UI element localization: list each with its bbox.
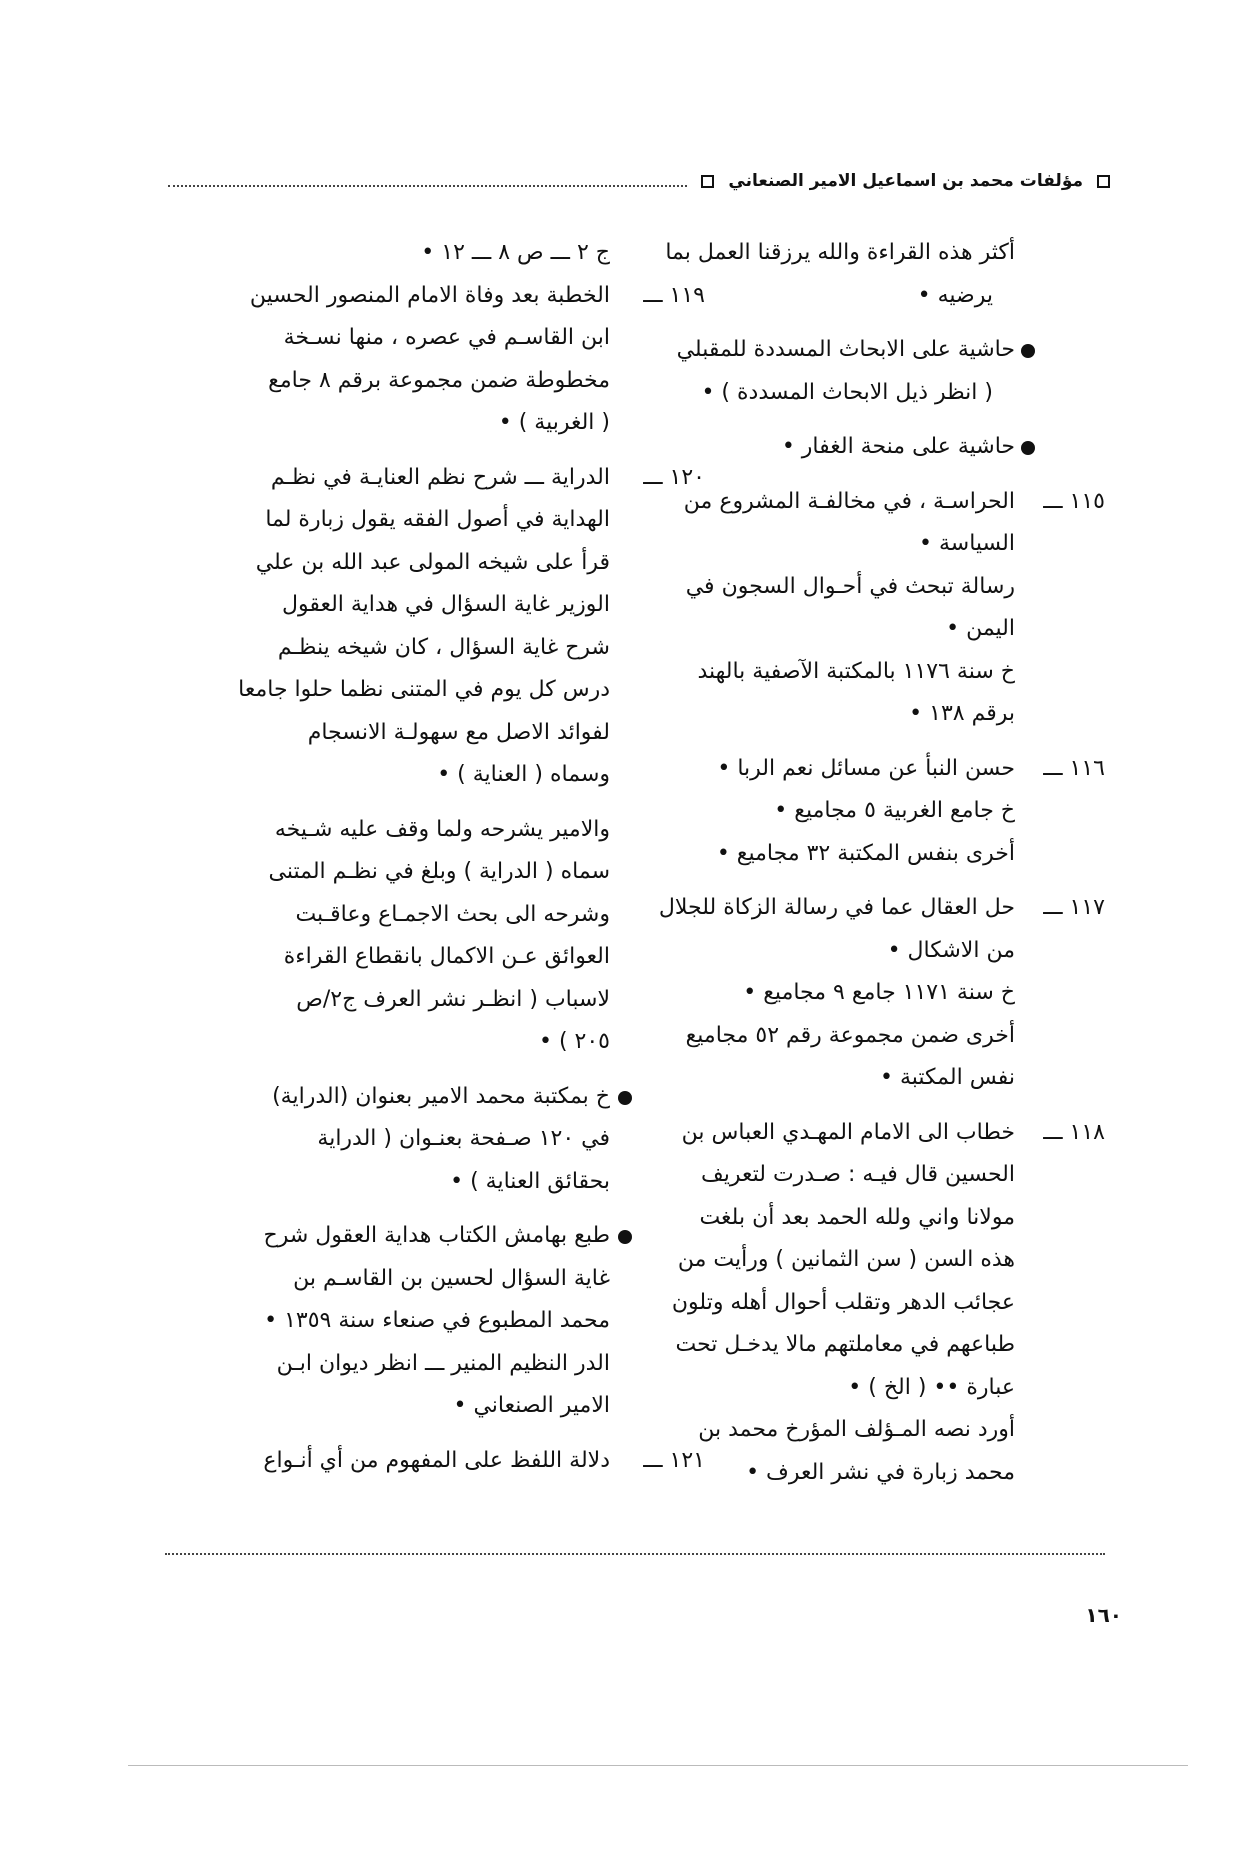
entry-number: ١١٧ ـــ (1043, 895, 1105, 920)
header-title: مؤلفات محمد بن اسماعيل الامير الصنعاني (728, 171, 1083, 191)
right-column (635, 232, 1105, 1506)
bullet-item: حاشية على منحة الغفار • (635, 426, 1105, 469)
continuation-text: ج ٢ ـــ ص ٨ ـــ ١٢ • (421, 240, 610, 265)
entry-number: ١١٦ ـــ (1043, 755, 1105, 781)
entry-121: ١٢١ ـــ دلالة اللفظ على المفهوم من أي أنـواع (125, 1440, 610, 1483)
scan-edge-rule (128, 1765, 1188, 1766)
entry-number: ١١٨ ـــ (1043, 1119, 1105, 1145)
entry-117: ١١٧ ـــ حل العقال عما في رسالة الزكاة للجلال من الاشكال • خ سنة ١١٧١ جامع ٩ مجاميع • أخرى ضمن مجموعة رقم ٥٢ مجاميع نفس المكتبة • (635, 887, 1105, 1100)
square-ornament-icon (1097, 175, 1110, 188)
footer-dotted-rule (165, 1553, 1105, 1555)
entry-119: ١١٩ ـــ الخطبة بعد وفاة الامام المنصور الحسين ابن القاسـم في عصره ، منها نسـخة مخطوطة ضمن مجموعة برقم ٨ جامع ( الغربية ) • (125, 275, 610, 445)
running-header (168, 166, 1110, 196)
bullet-dot-icon (1021, 344, 1035, 358)
entry-115: ١١٥ ـــ الحراسـة ، في مخالفـة المشروع من السياسة • رسالة تبحث في أحـوال السجون في اليمن • خ سنة ١١٧٦ بالمكتبة الآصفية بالهند برقم ١٣٨ • (635, 481, 1105, 736)
entry-120: ١٢٠ ـــ الدراية ـــ شرح نظم العنايـة في نظـم الهداية في أصول الفقه يقول زبارة لما قرأ على شيخه المولى عبد الله بن علي الوزير غاية السؤال في هداية العقول شرح غاية السؤال ، كان شيخه ينظـم درس كل يوم في المتنى نظما حلوا جامعا لفوائد الاصل مع سهولـة الانسجام وسماه ( العناية ) • (125, 457, 610, 797)
entry-number: ١١٩ ـــ (643, 282, 705, 308)
entry-number: ١٢٠ ـــ (643, 464, 705, 490)
continuation-text: أكثر هذه القراءة والله يرزقنا العمل بما يرضيه • (665, 240, 1015, 308)
bullet-item: خ بمكتبة محمد الامير بعنوان (الدراية) في ١٢٠ صـفحة بعنـوان ( الدراية بحقائق العناية ) • (125, 1076, 610, 1204)
entry-number: ١٢١ ـــ (643, 1447, 705, 1473)
page-number: ١٦٠ (1085, 1603, 1122, 1627)
bullet-item: طبع بهامش الكتاب هداية العقول شرح غاية السؤال لحسين بن القاسـم بن محمد المطبوع في صنعاء سنة ١٣٥٩ • الدر النظيم المنير ـــ انظر ديوان ابـن الامير الصنعاني • (125, 1215, 610, 1428)
square-ornament-icon (701, 175, 714, 188)
entry-120-paragraph: والامير يشرحه ولما وقف عليه شـيخه سماه ( الدراية ) وبلغ في نظـم المتنى وشرحه الى بحث الاجمـاع وعاقـبت العوائق عـن الاكمال بانقطاع القراءة لاسباب ( انظـر نشر العرف ج٢/ص ٢٠٥ ) • (268, 816, 610, 1054)
bullet-dot-icon (618, 1230, 632, 1244)
header-dotted-rule (168, 185, 687, 187)
entry-number: ١١٥ ـــ (1043, 488, 1105, 514)
left-column (125, 232, 705, 1494)
bullet-dot-icon (618, 1091, 632, 1105)
bullet-dot-icon (1021, 441, 1035, 455)
entry-118: ١١٨ ـــ خطاب الى الامام المهـدي العباس بن الحسين قال فيـه : صـدرت لتعريف مولانا واني ولله الحمد بعد أن بلغت هذه السن ( سن الثمانين ) ورأيت من عجائب الدهر وتقلب أحوال أهله وتلون طباعهم في معاملتهم مالا يدخـل تحت عبارة •• ( الخ ) • أورد نصه المـؤلف المؤرخ محمد بن محمد زبارة في نشر العرف • (635, 1112, 1105, 1495)
entry-116: ١١٦ ـــ حسن النبأ عن مسائل نعم الربا • خ جامع الغربية ٥ مجاميع • أخرى بنفس المكتبة ٣٢ مجاميع • (635, 748, 1105, 876)
bullet-item: حاشية على الابحاث المسددة للمقبلي ( انظر ذيل الابحاث المسددة ) • (635, 329, 1105, 414)
